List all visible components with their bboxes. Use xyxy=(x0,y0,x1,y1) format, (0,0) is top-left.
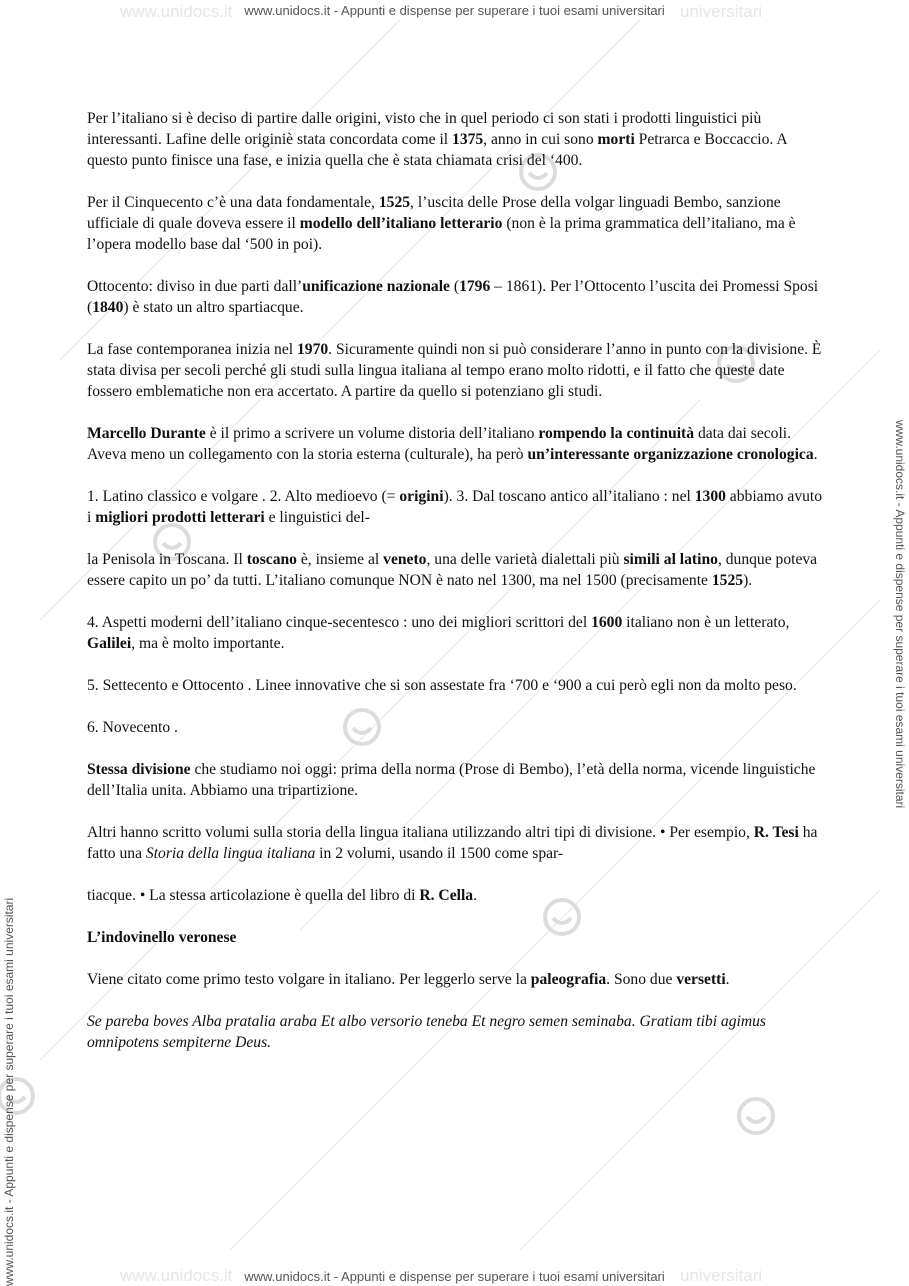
text-segment: , ma è molto importante. xyxy=(131,635,285,652)
bold-text: Galilei xyxy=(87,635,132,652)
bold-text: modello dell’italiano letterario xyxy=(299,215,503,232)
paragraph xyxy=(87,486,827,528)
bold-text: 1970 xyxy=(296,341,329,358)
paragraph xyxy=(87,759,827,801)
text-segment: Altri hanno scritto volumi sulla storia della lingua italiana utilizzando altri tipi di divisione. • Per esempio, xyxy=(87,824,754,841)
text-segment: che studiamo noi oggi: prima della norma (Prose di Bembo), l’età della norma, vicende linguistiche dell’Italia unita. Abbiamo una tripartizione. xyxy=(87,761,816,799)
bold-text: 1525 xyxy=(711,572,744,589)
footer-ghost-left: www.unidocs.it xyxy=(120,1266,233,1285)
paragraph xyxy=(87,108,827,171)
text-segment: Petrarca e Boccaccio. A questo punto finisce una fase, e inizia quella che è stata chiamata crisi del ‘400. xyxy=(87,131,787,169)
bold-text: origini xyxy=(399,488,444,505)
paragraph xyxy=(87,612,827,654)
text-segment: Viene citato come primo testo volgare in italiano. Per leggerlo serve la xyxy=(87,971,531,988)
bold-text: 1300 xyxy=(694,488,726,505)
paragraph xyxy=(87,549,827,591)
text-segment: Per l’italiano si è deciso di partire dalle origini, visto che in quel periodo ci son stati i prodotti linguistici più interessanti. Lafine delle originiè stata concordata come il xyxy=(87,110,762,148)
text-segment: . xyxy=(473,887,477,904)
text-segment: 1. Latino classico e volgare . 2. Alto medioevo (= xyxy=(87,488,400,505)
bold-text: 1796 xyxy=(459,278,491,295)
bold-text: L’indovinello veronese xyxy=(87,929,237,946)
paragraph xyxy=(87,276,827,318)
text-segment: La fase contemporanea inizia nel xyxy=(87,341,297,358)
text-segment: la Penisola in Toscana. Il xyxy=(87,551,247,568)
footer-ghost-right: universitari xyxy=(680,1266,763,1285)
text-segment: è il primo a scrivere un volume distoria dell’italiano xyxy=(205,425,539,442)
text-segment: abbiamo avuto i xyxy=(87,488,823,526)
bold-text: Stessa divisione xyxy=(87,761,191,778)
bold-text: un’interessante organizzazione cronologica xyxy=(527,446,814,463)
text-segment: . xyxy=(725,971,730,988)
text-segment: data dai secoli. Aveva meno un collegamento con la storia esterna (culturale), ha però xyxy=(87,425,792,463)
italic-text: Se pareba boves Alba pratalia araba Et albo versorio teneba Et negro semen seminaba. Gratiam tibi agimus omnipotens sempiterne Deus. xyxy=(87,1013,766,1051)
paragraph xyxy=(87,717,827,738)
paragraph xyxy=(87,927,827,948)
text-segment: , dunque poteva essere capito un po’ da tutti. L’italiano comunque NON è nato nel 1300, ma nel 1500 (precisamente xyxy=(87,551,818,589)
text-segment: ). 3. Dal toscano antico all’italiano : nel xyxy=(443,488,695,505)
paragraph xyxy=(87,423,827,465)
bold-text: rompendo la continuità xyxy=(538,425,695,442)
right-side-watermark: www.unidocs.it - Appunti e dispense per superare i tuoi esami universitari xyxy=(893,420,907,809)
text-segment: 6. Novecento . xyxy=(87,719,178,736)
paragraph xyxy=(87,192,827,255)
bold-text: simili al latino xyxy=(623,551,718,568)
bold-text: morti xyxy=(597,131,635,148)
bold-text: toscano xyxy=(246,551,297,568)
text-segment: ) è stato un altro spartiacque. xyxy=(123,299,304,316)
text-segment: . Sono due xyxy=(606,971,677,988)
header-watermark: www.unidocs.it - Appunti e dispense per superare i tuoi esami universitari xyxy=(244,3,665,18)
footer-watermark: www.unidocs.it - Appunti e dispense per superare i tuoi esami universitari xyxy=(244,1269,665,1284)
text-segment: Ottocento: diviso in due parti dall’ xyxy=(87,278,303,295)
bold-text: migliori prodotti letterari xyxy=(95,509,265,526)
bold-text: versetti xyxy=(676,971,726,988)
text-segment: 5. Settecento e Ottocento . Linee innovative che si son assestate fra ‘700 e ‘900 a cui però egli non da molto peso. xyxy=(87,677,797,694)
text-segment: è, insieme al xyxy=(296,551,384,568)
text-segment: (non è la prima grammatica dell’italiano, ma è l’opera modello base dal ‘500 in poi). xyxy=(87,215,796,253)
left-side-watermark: www.unidocs.it - Appunti e dispense per superare i tuoi esami universitari xyxy=(2,897,16,1286)
bold-text: 1600 xyxy=(591,614,623,631)
bold-text: R. Tesi xyxy=(753,824,799,841)
text-segment: 4. Aspetti moderni dell’italiano cinque-secentesco : uno dei migliori scrittori del xyxy=(87,614,592,631)
paragraph xyxy=(87,885,827,906)
bold-text: 1375 xyxy=(452,131,484,148)
document-body xyxy=(87,108,827,1074)
text-segment: ha fatto una xyxy=(87,824,818,862)
text-segment: . xyxy=(813,446,818,463)
bold-text: veneto xyxy=(383,551,427,568)
text-segment: in 2 volumi, usando il 1500 come spar- xyxy=(315,845,564,862)
text-segment: ( xyxy=(449,278,460,295)
text-segment: tiacque. • La stessa articolazione è quella del libro di xyxy=(87,887,420,904)
text-segment: , anno in cui sono xyxy=(483,131,598,148)
bold-text: Marcello Durante xyxy=(87,425,206,442)
text-segment: , l’uscita delle Prose della volgar linguadi Bembo, sanzione ufficiale di quale doveva essere il xyxy=(87,194,781,232)
italic-text: Storia della lingua italiana xyxy=(145,845,316,862)
bold-text: 1840 xyxy=(92,299,124,316)
bold-text: 1525 xyxy=(378,194,411,211)
paragraph xyxy=(87,1011,827,1053)
paragraph xyxy=(87,822,827,864)
header-ghost-left: www.unidocs.it xyxy=(120,2,233,21)
text-segment: Per il Cinquecento c’è una data fondamentale, xyxy=(87,194,379,211)
text-segment: . Sicuramente quindi non si può considerare l’anno in punto con la divisione. È stata divisa per secoli perché gli studi sulla lingua italiana al tempo erano molto ridotti, e il fatto che queste date fossero emblematiche non era accertato. A partire da quello si potenziano gli studi. xyxy=(87,341,822,400)
bold-text: R. Cella xyxy=(419,887,474,904)
text-segment: , una delle varietà dialettali più xyxy=(426,551,624,568)
text-segment: e linguistici del- xyxy=(264,509,370,526)
header-ghost-right: universitari xyxy=(680,2,763,21)
unidocs-smiley-icon xyxy=(734,1094,778,1138)
text-segment: ). xyxy=(743,572,753,589)
text-segment: italiano non è un letterato, xyxy=(622,614,790,631)
paragraph xyxy=(87,339,827,402)
bold-text: paleografia xyxy=(530,971,607,988)
paragraph xyxy=(87,969,827,990)
bold-text: unificazione nazionale xyxy=(302,278,450,295)
text-segment: – 1861). Per l’Ottocento l’uscita dei Promessi Sposi ( xyxy=(87,278,819,316)
paragraph xyxy=(87,675,827,696)
